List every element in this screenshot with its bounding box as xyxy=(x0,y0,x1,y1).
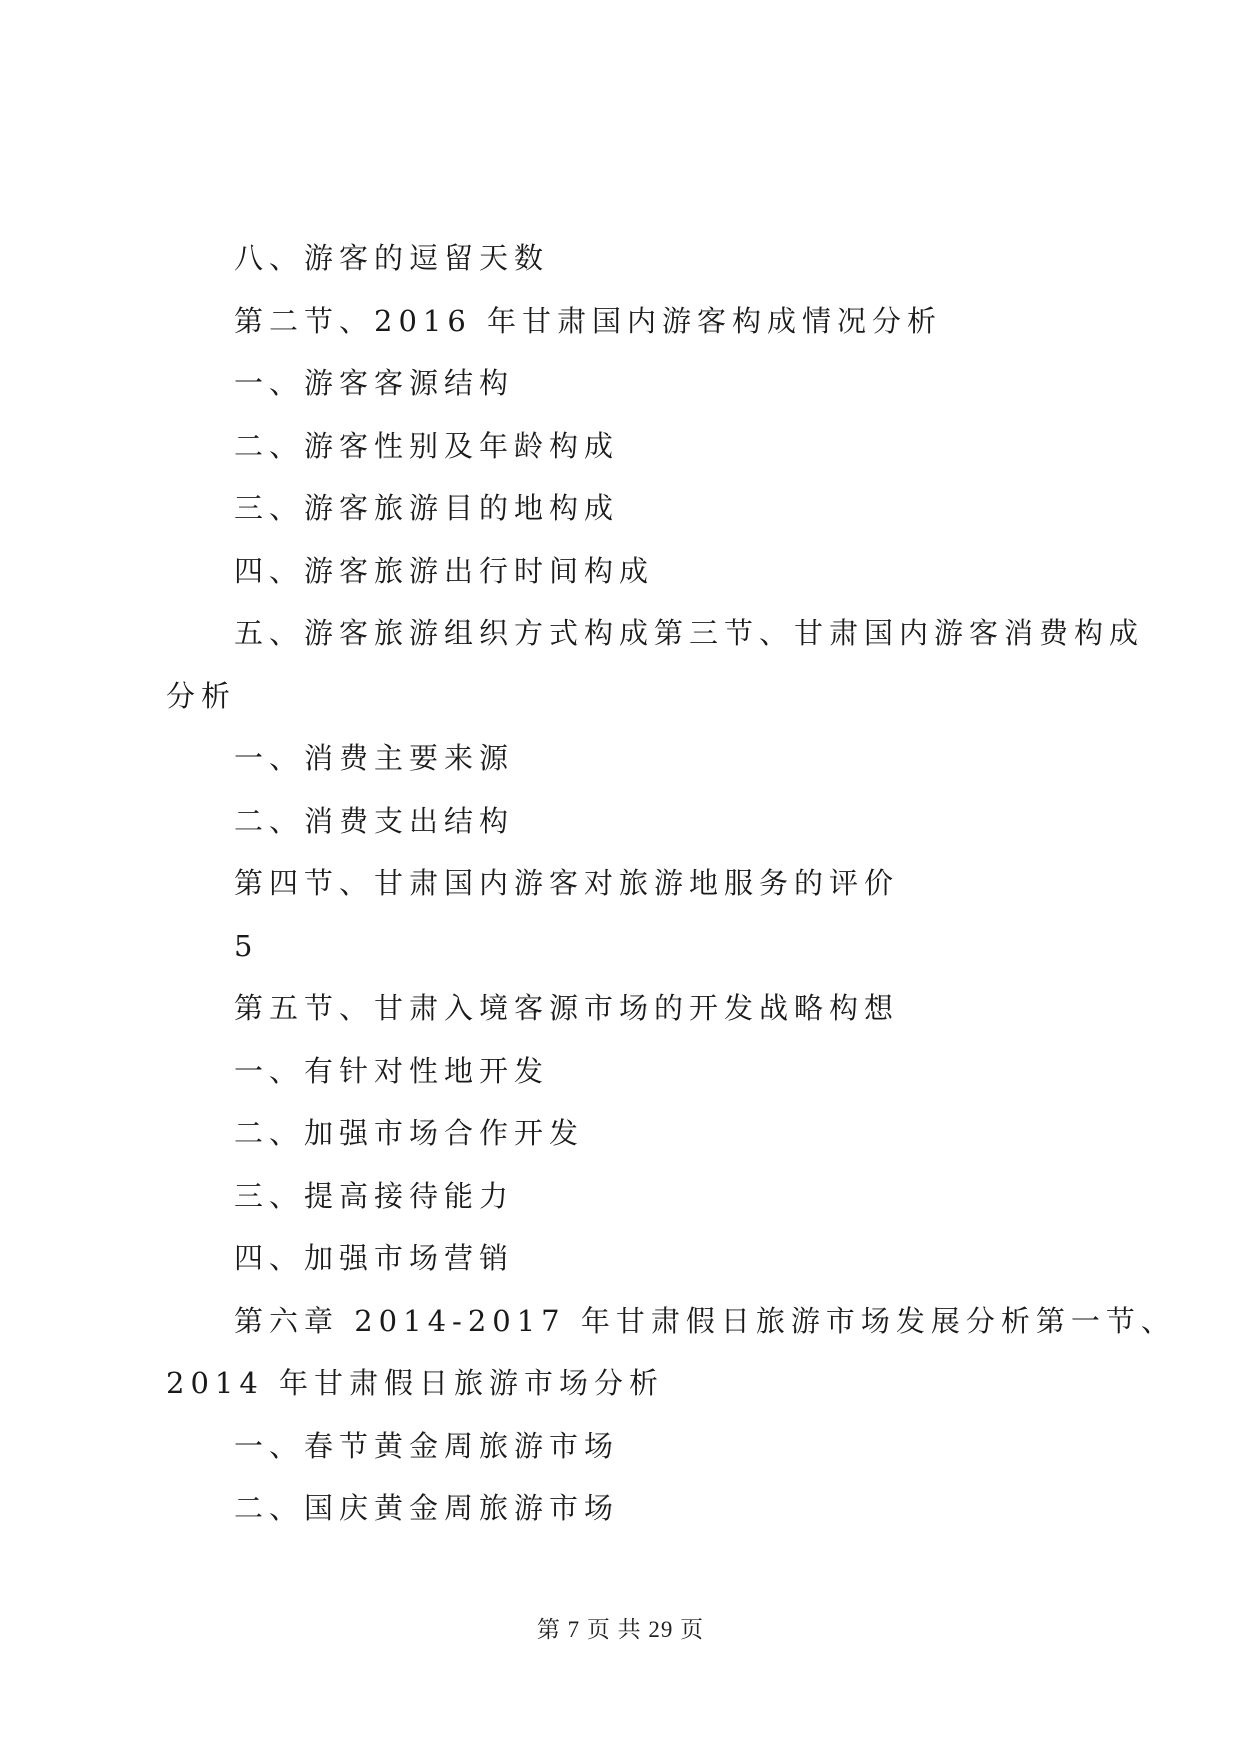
toc-line: 一、春节黄金周旅游市场 xyxy=(234,1428,620,1463)
toc-line: 一、游客客源结构 xyxy=(234,366,515,400)
section-heading: 第四节、甘肃国内游客对旅游地服务的评价 xyxy=(234,866,900,900)
toc-line: 二、加强市场合作开发 xyxy=(234,1116,585,1150)
toc-line: 三、提高接待能力 xyxy=(234,1178,515,1213)
toc-line: 四、加强市场营销 xyxy=(234,1241,515,1275)
page-footer: 第 7 页 共 29 页 xyxy=(536,1617,705,1642)
toc-line: 二、游客性别及年龄构成 xyxy=(234,428,620,463)
chapter-heading-continuation: 2014 年甘肃假日旅游市场分析 xyxy=(166,1366,665,1400)
toc-line: 二、消费支出结构 xyxy=(234,803,515,838)
page-number-ref: 5 xyxy=(234,928,259,963)
toc-line: 一、有针对性地开发 xyxy=(234,1053,550,1088)
section-heading: 第五节、甘肃入境客源市场的开发战略构想 xyxy=(234,991,900,1025)
toc-line: 二、国庆黄金周旅游市场 xyxy=(234,1491,620,1525)
toc-line: 八、游客的逗留天数 xyxy=(234,241,550,275)
toc-line-continuation: 分析 xyxy=(166,678,237,713)
chapter-heading: 第六章 2014-2017 年甘肃假日旅游市场发展分析第一节、 xyxy=(234,1303,1176,1338)
toc-line: 三、游客旅游目的地构成 xyxy=(234,491,620,525)
toc-line: 四、游客旅游出行时间构成 xyxy=(234,553,655,588)
section-heading: 第二节、2016 年甘肃国内游客构成情况分析 xyxy=(234,303,943,338)
toc-line: 一、消费主要来源 xyxy=(234,741,515,775)
toc-line: 五、游客旅游组织方式构成第三节、甘肃国内游客消费构成 xyxy=(234,616,1145,650)
document-body xyxy=(166,227,1176,1540)
